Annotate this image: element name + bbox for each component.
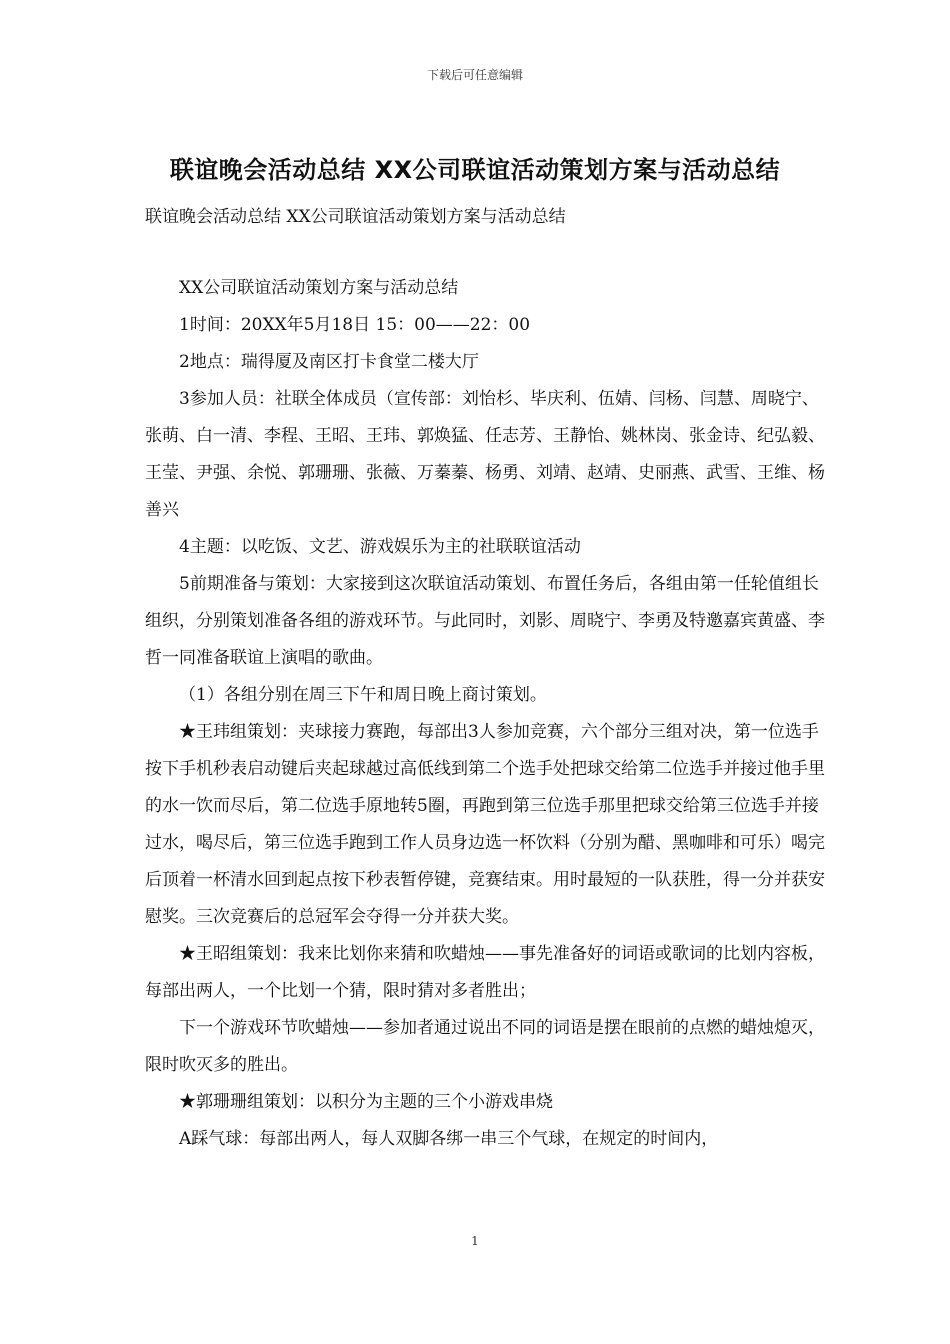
- page-number: 1: [471, 1234, 479, 1248]
- paragraph-wangwei-group: ★王玮组策划：夹球接力赛跑，每部出3人参加竞赛，六个部分三组对决，第一位选手按下手机秒表启动键后夹起球越过高低线到第二个选手处把球交给第二位选手并接过他手里的水一饮而尽后，第二位选手原地转5圈，再跑到第三位选手那里把球交给第三位选手并接过水，喝尽后，第三位选手跑到工作人员身边选一杯饮料（分别为醋、黑咖啡和可乐）喝完后顶着一杯清水回到起点按下秒表暂停键，竞赛结束。用时最短的一队获胜，得一分并获安慰奖。三次竞赛后的总冠军会夺得一分并获大奖。: [145, 722, 825, 927]
- header-note: 下载后可任意编辑: [426, 68, 523, 82]
- paragraph-preparation: 5前期准备与策划：大家接到这次联谊活动策划、布置任务后，各组由第一任轮值组长组织，分别策划准备各组的游戏环节。与此同时，刘影、周晓宁、李勇及特邀嘉宾黄盛、李哲一同准备联谊上演唱的歌曲。: [145, 574, 825, 668]
- paragraph-location: 2地点：瑞得厦及南区打卡食堂二楼大厅: [179, 352, 479, 372]
- paragraph-wangzhao-group: ★王昭组策划：我来比划你来猜和吹蜡烛——事先准备好的词语或歌词的比划内容板，每部出两人，一个比划一个猜，限时猜对多者胜出；: [145, 944, 825, 1001]
- document-title: 联谊晚会活动总结 XX公司联谊活动策划方案与活动总结: [169, 156, 781, 184]
- paragraph-participants: 3参加人员：社联全体成员（宣传部：刘怡杉、毕庆利、伍婧、闫杨、闫慧、周晓宁、张萌、白一清、李程、王昭、王玮、郭焕猛、任志芳、王静怡、姚林岗、张金诗、纪弘毅、王莹、尹强、余悦、郭珊珊、张薇、万蓁蓁、杨勇、刘靖、赵靖、史丽燕、武雪、王维、杨善兴: [145, 389, 825, 520]
- paragraph-time: 1时间：20XX年5月18日 15：00——22：00: [179, 315, 531, 335]
- paragraph-balloon-game: A踩气球：每部出两人，每人双脚各绑一串三个气球，在规定的时间内，: [179, 1129, 719, 1149]
- paragraph-guoshanshan-group: ★郭珊珊组策划：以积分为主题的三个小游戏串烧: [179, 1092, 553, 1112]
- document-subtitle: 联谊晚会活动总结 XX公司联谊活动策划方案与活动总结: [145, 207, 566, 227]
- paragraph-candle-game: 下一个游戏环节吹蜡烛——参加者通过说出不同的词语是摆在眼前的点燃的蜡烛熄灭，限时吹灭多的胜出。: [145, 1018, 825, 1075]
- paragraph-group-planning: （1）各组分别在周三下午和周日晚上商讨策划。: [179, 685, 547, 705]
- document-body: [145, 270, 825, 1158]
- paragraph-theme: 4主题：以吃饭、文艺、游戏娱乐为主的社联联谊活动: [179, 537, 581, 557]
- paragraph-heading: XX公司联谊活动策划方案与活动总结: [179, 278, 459, 298]
